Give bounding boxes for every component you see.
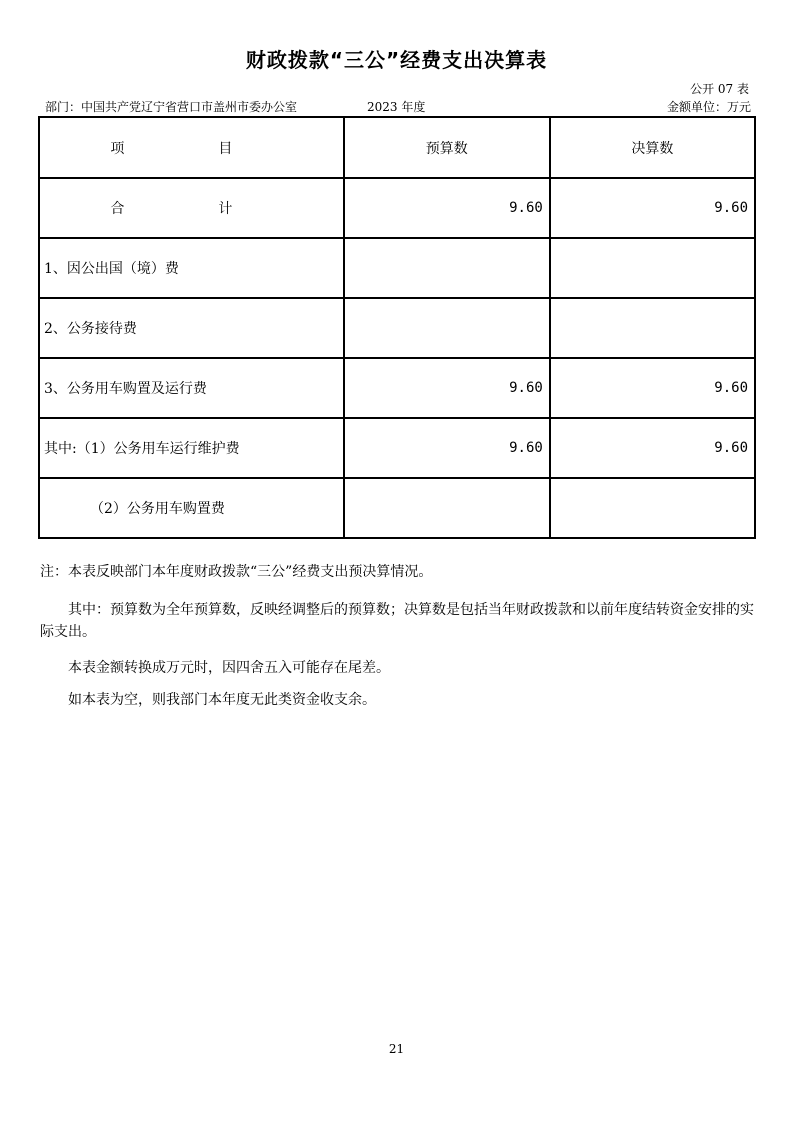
- row-label: （2）公务用车购置费: [39, 478, 344, 538]
- row-label: 其中:（1）公务用车运行维护费: [39, 418, 344, 478]
- row-final-value: [550, 478, 755, 538]
- table-row: [39, 418, 755, 478]
- page-number: 21: [388, 1042, 405, 1056]
- row-budget-value: 9.60: [344, 178, 550, 238]
- row-budget-value: [344, 238, 550, 298]
- note-3: 本表金额转换成万元时，因四舍五入可能存在尾差。: [68, 660, 390, 676]
- header-item: 项 目: [39, 117, 344, 178]
- row-label: 3、公务用车购置及运行费: [39, 358, 344, 418]
- table-row: [39, 478, 755, 538]
- page-title: 财政拨款“三公”经费支出决算表: [245, 48, 548, 72]
- table-header-row: [39, 117, 755, 178]
- department-label: 部门：中国共产党辽宁省营口市盖州市委办公室: [45, 100, 298, 114]
- row-final-value: 9.60: [550, 418, 755, 478]
- row-label: 合 计: [39, 178, 344, 238]
- notes-section: [40, 561, 754, 711]
- row-final-value: 9.60: [550, 178, 755, 238]
- row-budget-value: 9.60: [344, 358, 550, 418]
- row-final-value: 9.60: [550, 358, 755, 418]
- table-row: [39, 358, 755, 418]
- row-budget-value: [344, 478, 550, 538]
- table-row: [39, 238, 755, 298]
- header-final: 决算数: [550, 117, 755, 178]
- note-2: 其中：预算数为全年预算数，反映经调整后的预算数；决算数是包括当年财政拨款和以前年度结转资金安排的实际支出。: [40, 602, 754, 640]
- expense-table: [38, 116, 756, 539]
- row-label: 1、因公出国（境）费: [39, 238, 344, 298]
- year-label: 2023 年度: [367, 100, 426, 114]
- note-4: 如本表为空，则我部门本年度无此类资金收支余。: [68, 692, 376, 708]
- row-final-value: [550, 298, 755, 358]
- row-budget-value: 9.60: [344, 418, 550, 478]
- row-label: 2、公务接待费: [39, 298, 344, 358]
- table-row: [39, 298, 755, 358]
- form-code: 公开 07 表: [690, 82, 749, 96]
- unit-label: 金额单位：万元: [666, 100, 751, 114]
- meta-row: [45, 98, 751, 114]
- note-1: 注：本表反映部门本年度财政拨款“三公”经费支出预决算情况。: [40, 564, 433, 580]
- row-budget-value: [344, 298, 550, 358]
- table-row-total: [39, 178, 755, 238]
- header-budget: 预算数: [344, 117, 550, 178]
- row-final-value: [550, 238, 755, 298]
